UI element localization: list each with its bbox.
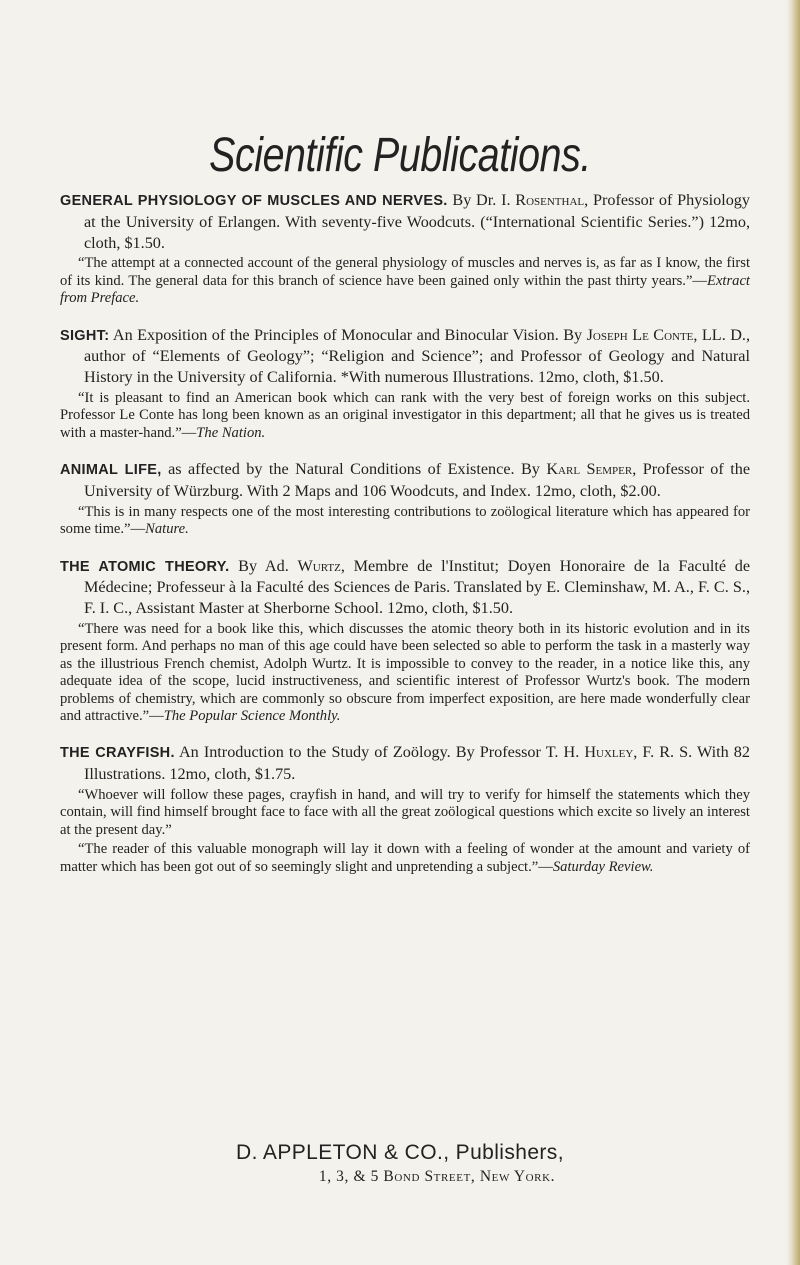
entry-heading (60, 742, 750, 785)
entry-details: , Membre de l'Institut; Doyen Honoraire de la Faculté de Médecine; Professeur à la Faculté des Sciences de Paris. Translated by E. Cleminshaw, M. A., F. C. S., F. I. C., Assistant Master at Sherborne School. 12mo, cloth, $1.50. (84, 556, 751, 618)
entry-byline: By Dr. I. (447, 191, 516, 209)
review-source: Extract from Preface. (60, 272, 750, 307)
page-title: Scientific Publications. (209, 129, 591, 182)
entry-title: GENERAL PHYSIOLOGY OF MUSCLES AND NERVES. (60, 193, 448, 209)
entry-details: , Professor of the University of Würzburg. With 2 Maps and 106 Woodcuts, and Index. 12mo, cloth, $2.00. (84, 460, 750, 501)
entry-author: Karl Semper (546, 460, 633, 479)
publication-entry (60, 556, 750, 726)
entry-review (60, 255, 750, 307)
entry-review (60, 621, 750, 725)
publication-entry (60, 190, 750, 308)
publication-entry (60, 742, 750, 876)
entry-byline: By Ad. (229, 556, 298, 575)
entry-details: , Professor of Physiology at the University of Erlangen. With seventy-five Woodcuts. (“International Scientific Series.”) 12mo, cloth, $1.50. (84, 191, 750, 252)
publication-entry (60, 459, 750, 538)
review-source: The Popular Science Monthly. (163, 708, 341, 725)
review-text: “It is pleasant to find an American book which can rank with the very best of foreign works on this subject. Professor Le Conte has long been known as an original investigator in this department; all that he gives us is treated with a master-hand.”— (60, 390, 750, 441)
entry-heading (60, 325, 750, 388)
entry-title: ANIMAL LIFE, (60, 462, 162, 479)
entry-review (60, 390, 750, 442)
entry-author: Rosenthal (515, 191, 585, 209)
entry-details: , F. R. S. With 82 Illustrations. 12mo, cloth, $1.75. (84, 743, 750, 784)
entry-byline: An Exposition of the Principles of Monocular and Binocular Vision. By (109, 325, 587, 344)
review-text: “The reader of this valuable monograph will lay it down with a feeling of wonder at the amount and variety of matter which has been got out of so seemingly slight and unpretending a subject.”— (60, 841, 750, 875)
entry-review (60, 841, 750, 876)
entry-author: Joseph Le Conte (586, 325, 694, 344)
review-source: Nature. (145, 521, 189, 538)
review-text: “There was need for a book like this, which discusses the atomic theory both in its historic evolution and in its present form. And perhaps no man of this age could have been selected so able to perform the task in a masterly way as the illustrious French chemist, Adolph Wurtz. It is impossible to convey to the reader, in a notice like this, any adequate idea of the scope, lucid instructiveness, and scientific interest of Professor Wurtz's book. The modern problems of chemistry, which are commonly so obscure from imperfect exposition, are here made wonderfully clear and attractive.”— (60, 621, 750, 725)
entry-byline: as affected by the Natural Conditions of Existence. By (161, 460, 547, 479)
review-text: “The attempt at a connected account of the general physiology of muscles and nerves is, as far as I know, the first of its kind. The general data for this branch of science have been gained only within the past thirty years.”— (60, 255, 750, 289)
publication-list (60, 190, 750, 893)
entry-heading (60, 190, 750, 253)
entry-heading (60, 459, 750, 502)
entry-review (60, 787, 750, 839)
page-edge (786, 0, 800, 1265)
review-text: “This is in many respects one of the most interesting contributions to zoölogical literature which has appeared for some time.”— (60, 503, 750, 538)
entry-title: SIGHT: (60, 327, 110, 344)
review-source: The Nation. (196, 424, 266, 441)
entry-byline: An Introduction to the Study of Zoölogy. By Professor T. H. (174, 743, 585, 762)
entry-details: , LL. D., author of “Elements of Geology”; “Religion and Science”; and Professor of Geology and Natural History in the University of California. *With numerous Illustrations. 12mo, cloth, $1.50. (84, 325, 750, 387)
entry-title: THE CRAYFISH. (60, 745, 175, 762)
publisher-imprint (0, 1141, 800, 1186)
entry-author: Huxley (584, 743, 634, 762)
review-text: “Whoever will follow these pages, crayfish in hand, and will try to verify for himself the statements which they contain, will find himself brought face to face with all the great zoölogical questions which excite so lively an interest at the present day.” (60, 787, 750, 838)
publisher-address: 1, 3, & 5 Bond Street, New York. (318, 1168, 556, 1185)
entry-author: Wurtz (297, 556, 341, 575)
entry-review (60, 504, 750, 539)
publisher-name: D. APPLETON & CO., Publishers, (236, 1141, 564, 1164)
entry-heading (60, 556, 750, 619)
review-source: Saturday Review. (552, 858, 654, 875)
entry-title: THE ATOMIC THEORY. (60, 558, 230, 575)
publication-entry (60, 325, 750, 443)
